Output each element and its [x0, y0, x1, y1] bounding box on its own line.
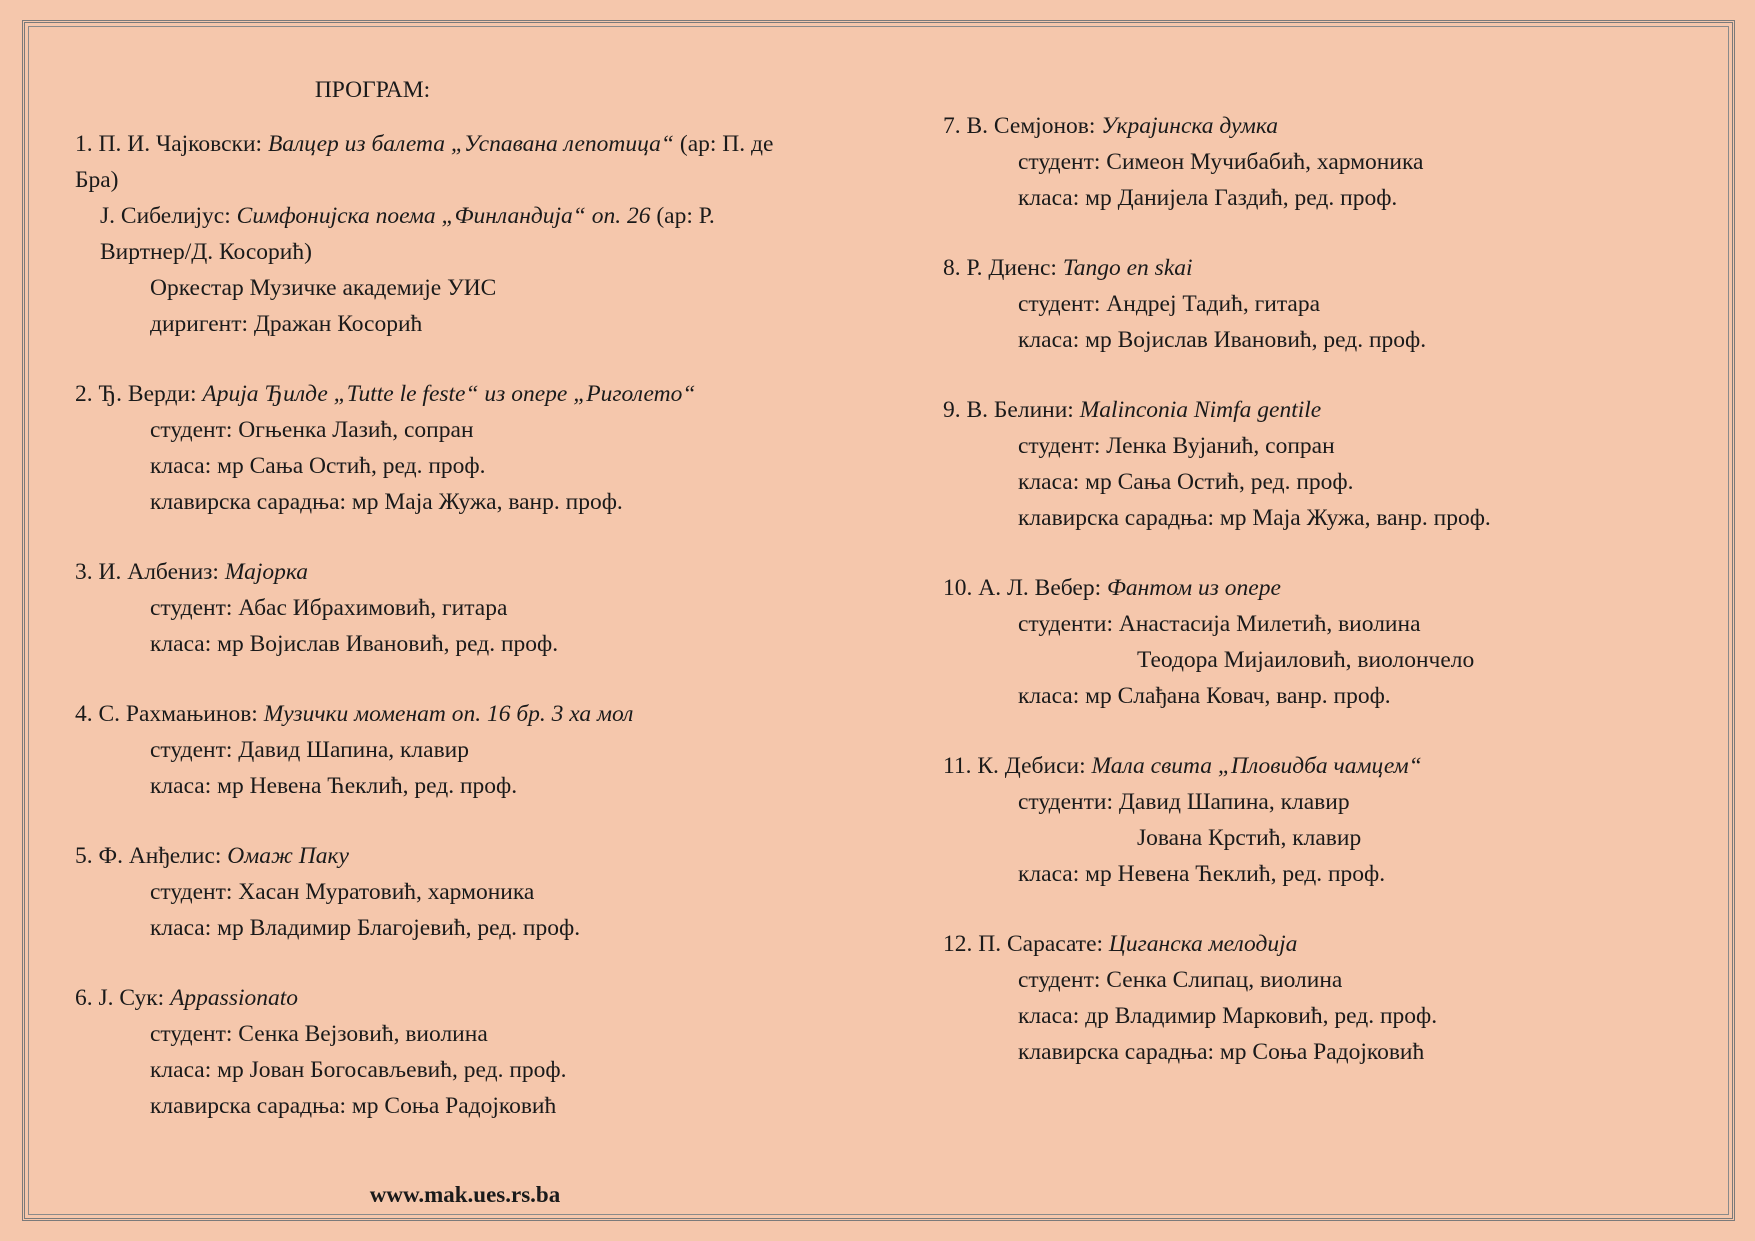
program-item-1: 1. П. И. Чајковски: Валцер из балета „Успавана лепотица“ (ар: П. де Бра) Ј. Сибелијус: Симфонијска поема „Финландија“ оп. 26 (ар: Р. Виртнер/Д. Косорић) Оркестар Музичке академије УИС диригент: Дражан Косорић	[75, 126, 795, 342]
program-left-column	[75, 72, 795, 1124]
student-line: студент: Андреј Тадић, гитара	[1018, 291, 1321, 317]
class-line: класа: мр Данијела Газдић, ред. проф.	[1018, 185, 1398, 211]
program-right-column	[943, 108, 1703, 1070]
student-line-2: Теодора Мијаиловић, виолончело	[1137, 647, 1475, 673]
program-item-6: 6. Ј. Сук: Appassionato студент: Сенка Вејзовић, виолина класа: мр Јован Богосављевић, ред. проф. клавирска сарадња: мр Соња Радојковић	[75, 980, 795, 1124]
accompanist-line: клавирска сарадња: мр Соња Радојковић	[150, 1093, 557, 1119]
student-line: студент: Абас Ибрахимовић, гитара	[150, 595, 508, 621]
accompanist-line: клавирска сарадња: мр Маја Жужа, ванр. проф.	[150, 489, 623, 515]
student-line: студент: Давид Шапина, клавир	[150, 737, 469, 763]
student-line-2: Јована Крстић, клавир	[1137, 825, 1362, 851]
class-line: класа: мр Невена Ћеклић, ред. проф.	[1018, 861, 1386, 887]
class-line: класа: мр Јован Богосављевић, ред. проф.	[150, 1057, 567, 1083]
program-title: ПРОГРАМ:	[314, 77, 431, 103]
student-line: студенти: Давид Шапина, клавир	[1018, 789, 1350, 815]
program-item-12: 12. П. Сарасате: Циганска мелодија студент: Сенка Слипац, виолина класа: др Владимир Марковић, ред. проф. клавирска сарадња: мр Соња Радојковић	[943, 926, 1703, 1070]
program-item-4: 4. С. Рахмањинов: Музички моменат оп. 16 бр. 3 ха мол студент: Давид Шапина, клавир класа: мр Невена Ћеклић, ред. проф.	[75, 696, 795, 804]
program-item-7: 7. В. Семјонов: Украјинска думка студент: Симеон Мучибабић, хармоника класа: мр Данијела Газдић, ред. проф.	[943, 108, 1703, 216]
student-line: студенти: Анастасија Милетић, виолина	[1018, 611, 1421, 637]
accompanist-line: клавирска сарадња: мр Маја Жужа, ванр. проф.	[1018, 505, 1491, 531]
conductor-line: диригент: Дражан Косорић	[150, 311, 423, 337]
work-title: Симфонијска поема „Финландија“ оп. 26	[236, 203, 651, 229]
program-item-5: 5. Ф. Анђелис: Омаж Паку студент: Хасан Муратовић, хармоника класа: мр Владимир Благојевић, ред. проф.	[75, 838, 795, 946]
work-title: Украјинска думка	[1101, 113, 1278, 139]
class-line: класа: мр Слађана Ковач, ванр. проф.	[1018, 683, 1391, 709]
work-title: Омаж Паку	[227, 843, 349, 869]
student-line: студент: Сенка Вејзовић, виолина	[150, 1021, 488, 1047]
website-link[interactable]: www.mak.ues.rs.ba	[369, 1182, 561, 1207]
program-item-2: 2. Ђ. Верди: Арија Ђилде „Tutte le feste“ из опере „Риголето“ студент: Огњенка Лазић, сопран класа: мр Сања Остић, ред. проф. клавирска сарадња: мр Маја Жужа, ванр. проф.	[75, 376, 795, 520]
program-item-3: 3. И. Албениз: Мајорка студент: Абас Ибрахимовић, гитара класа: мр Војислав Ивановић, ред. проф.	[75, 554, 795, 662]
program-item-11: 11. К. Дебиси: Мала свита „Пловидба чамцем“ студенти: Давид Шапина, клавир Јована Крстић, клавир класа: мр Невена Ћеклић, ред. проф.	[943, 748, 1703, 892]
work-title: Арија Ђилде „Tutte le feste“ из опере „Риголето“	[202, 381, 696, 407]
work-title: Appassionato	[170, 985, 299, 1011]
program-item-8: 8. Р. Диенс: Tango en skai студент: Андреј Тадић, гитара класа: мр Војислав Ивановић, ред. проф.	[943, 250, 1703, 358]
class-line: класа: мр Сања Остић, ред. проф.	[150, 453, 486, 479]
student-line: студент: Хасан Муратовић, хармоника	[150, 879, 535, 905]
program-item-9: 9. В. Белини: Malinconia Nimfa gentile студент: Ленка Вујанић, сопран класа: мр Сања Остић, ред. проф. клавирска сарадња: мр Маја Жужа, ванр. проф.	[943, 392, 1703, 536]
program-item-10: 10. А. Л. Вебер: Фантом из опере студенти: Анастасија Милетић, виолина Теодора Мијаиловић, виолончело класа: мр Слађана Ковач, ванр. проф.	[943, 570, 1703, 714]
student-line: студент: Сенка Слипац, виолина	[1018, 967, 1343, 993]
work-title: Мајорка	[224, 559, 309, 585]
class-line: класа: др Владимир Марковић, ред. проф.	[1018, 1003, 1438, 1029]
work-title: Tango en skai	[1062, 255, 1193, 281]
student-line: студент: Огњенка Лазић, сопран	[150, 417, 474, 443]
work-title: Циганска мелодија	[1108, 931, 1298, 957]
class-line: класа: мр Сања Остић, ред. проф.	[1018, 469, 1354, 495]
work-title: Мала свита „Пловидба чамцем“	[1091, 753, 1422, 779]
work-title: Валцер из балета „Успавана лепотица“	[267, 131, 675, 157]
accompanist-line: клавирска сарадња: мр Соња Радојковић	[1018, 1039, 1425, 1065]
class-line: класа: мр Владимир Благојевић, ред. проф.	[150, 915, 581, 941]
student-line: студент: Ленка Вујанић, сопран	[1018, 433, 1335, 459]
work-title: Фантом из опере	[1107, 575, 1281, 601]
performer-line: Оркестар Музичке академије УИС	[150, 275, 497, 301]
work-title: Malinconia Nimfa gentile	[1079, 397, 1322, 423]
work-title: Музички моменат оп. 16 бр. 3 ха мол	[263, 701, 634, 727]
class-line: класа: мр Невена Ћеклић, ред. проф.	[150, 773, 518, 799]
class-line: класа: мр Војислав Ивановић, ред. проф.	[1018, 327, 1427, 353]
student-line: студент: Симеон Мучибабић, хармоника	[1018, 149, 1424, 175]
class-line: класа: мр Војислав Ивановић, ред. проф.	[150, 631, 559, 657]
